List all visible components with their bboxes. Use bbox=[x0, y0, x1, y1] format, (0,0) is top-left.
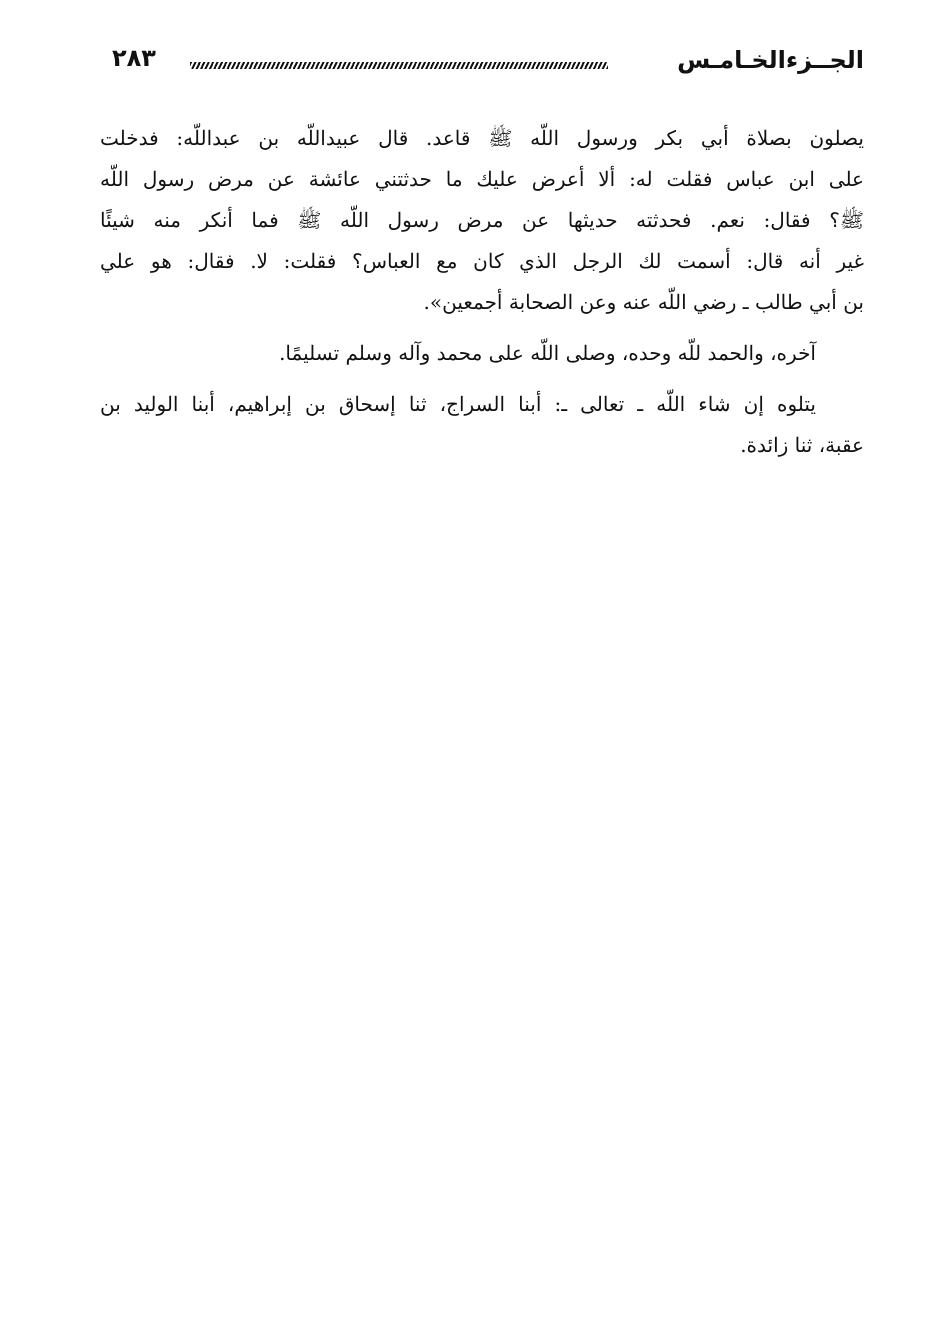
paragraph-gap bbox=[100, 323, 864, 333]
text-line: يتلوه إن شاء اللّه ـ تعالى ـ: أبنا السراج، ثنا إسحاق بن إبراهيم، أبنا الوليد بن bbox=[100, 392, 816, 416]
paragraph-1 bbox=[100, 118, 864, 323]
text-line: عقبة، ثنا زائدة. bbox=[740, 433, 864, 457]
part-title: الجــزءالخـامـس bbox=[677, 46, 864, 74]
paragraph-2 bbox=[100, 333, 864, 374]
body-text bbox=[100, 118, 864, 466]
paragraph-3 bbox=[100, 384, 864, 466]
page-header bbox=[100, 44, 864, 84]
text-line: بن أبي طالب ـ رضي اللّه عنه وعن الصحابة أجمعين». bbox=[423, 290, 864, 314]
paragraph-gap bbox=[100, 374, 864, 384]
text-line: يصلون بصلاة أبي بكر ورسول اللّه ﷺ قاعد. قال عبيداللّه بن عبداللّه: فدخلت bbox=[100, 126, 864, 150]
text-line: على ابن عباس فقلت له: ألا أعرض عليك ما حدثتني عائشة عن مرض رسول اللّه bbox=[100, 167, 864, 191]
text-line: ﷺ؟ فقال: نعم. فحدثته حديثها عن مرض رسول اللّه ﷺ فما أنكر منه شيئًا bbox=[100, 208, 864, 232]
header-rule bbox=[190, 62, 608, 69]
text-line: غير أنه قال: أسمت لك الرجل الذي كان مع العباس؟ فقلت: لا. فقال: هو علي bbox=[100, 249, 864, 273]
page-number: ٢٨٣ bbox=[112, 44, 156, 72]
text-line: آخره، والحمد للّه وحده، وصلى اللّه على محمد وآله وسلم تسليمًا. bbox=[279, 341, 816, 365]
